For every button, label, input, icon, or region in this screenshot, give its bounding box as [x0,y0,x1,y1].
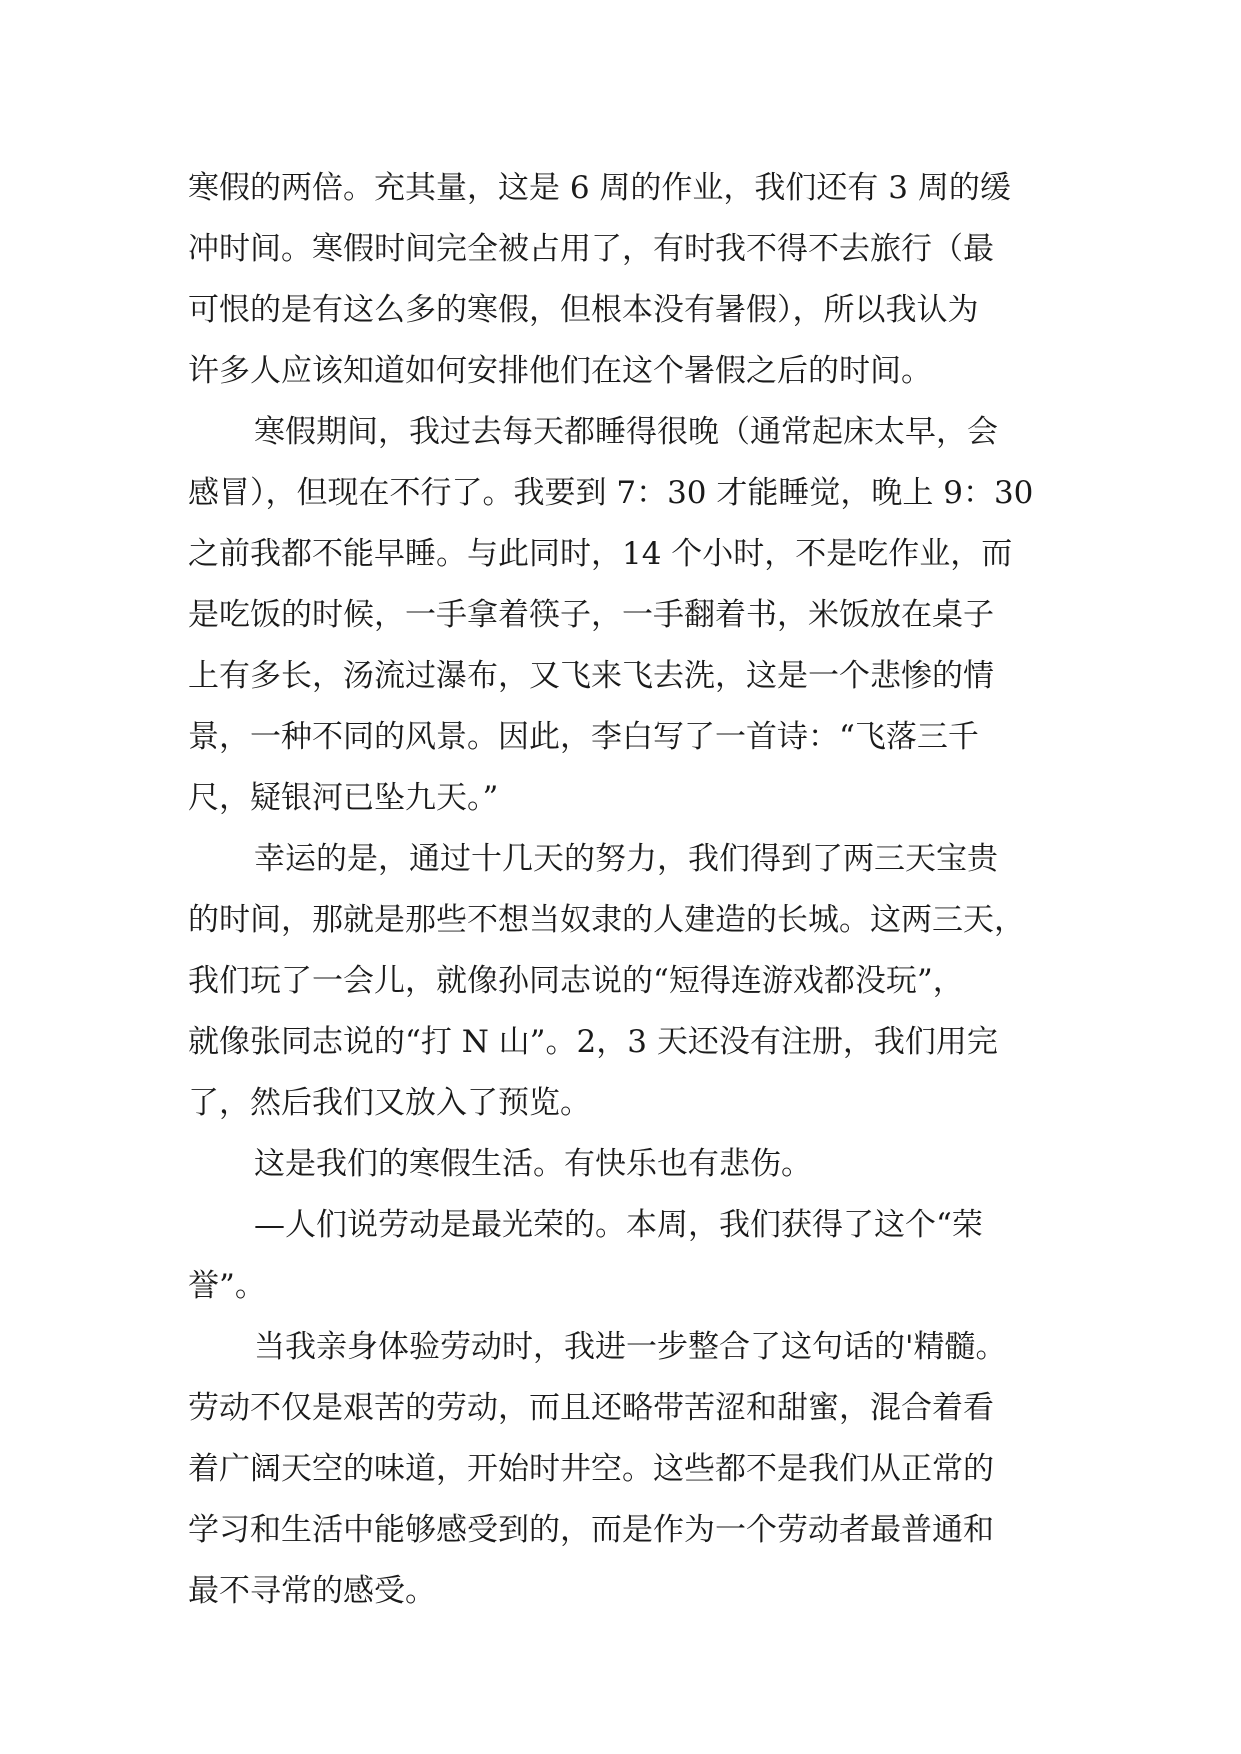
text-line: 我们玩了一会儿，就像孙同志说的“短得连游戏都没玩”， [188,963,964,999]
text-line: 感冒），但现在不行了。我要到 7：30 才能睡觉，晚上 9：30 [188,475,1034,511]
text-line: 上有多长，汤流过瀑布，又飞来飞去洗，这是一个悲惨的情 [188,658,994,694]
text-line: 誉”。 [188,1268,266,1304]
text-line: 的时间，那就是那些不想当奴隶的人建造的长城。这两三天， [188,902,1025,938]
text-line: 了，然后我们又放入了预览。 [188,1085,591,1121]
body-text [188,158,1088,1622]
text-line: 景，一种不同的风景。因此，李白写了一首诗：“飞落三千 [188,719,979,755]
text-line: 寒假的两倍。充其量，这是 6 周的作业，我们还有 3 周的缓 [188,170,1011,206]
text-line: 冲时间。寒假时间完全被占用了，有时我不得不去旅行（最 [188,231,994,267]
text-line: 劳动不仅是艰苦的劳动，而且还略带苦涩和甜蜜，混合着看 [188,1390,994,1426]
text-line: 许多人应该知道如何安排他们在这个暑假之后的时间。 [188,353,932,389]
text-line: 幸运的是，通过十几天的努力，我们得到了两三天宝贵 [254,841,998,877]
text-line: 可恨的是有这么多的寒假，但根本没有暑假），所以我认为 [188,292,979,328]
text-line: 就像张同志说的“打 N 山”。2，3 天还没有注册，我们用完 [188,1024,998,1060]
text-line: 之前我都不能早睡。与此同时，14 个小时，不是吃作业，而 [188,536,1013,572]
text-line: 这是我们的寒假生活。有快乐也有悲伤。 [254,1146,812,1182]
text-line: —人们说劳动是最光荣的。本周，我们获得了这个“荣 [254,1207,983,1243]
text-line: 是吃饭的时候，一手拿着筷子，一手翻着书，米饭放在桌子 [188,597,994,633]
text-line: 当我亲身体验劳动时，我进一步整合了这句话的'精髓。 [254,1329,1007,1365]
text-line: 尺，疑银河已坠九天。” [188,780,499,816]
text-line: 着广阔天空的味道，开始时井空。这些都不是我们从正常的 [188,1451,994,1487]
text-line: 寒假期间，我过去每天都睡得很晚（通常起床太早，会 [254,414,998,450]
text-line: 最不寻常的感受。 [188,1573,436,1609]
text-line: 学习和生活中能够感受到的，而是作为一个劳动者最普通和 [188,1512,994,1548]
